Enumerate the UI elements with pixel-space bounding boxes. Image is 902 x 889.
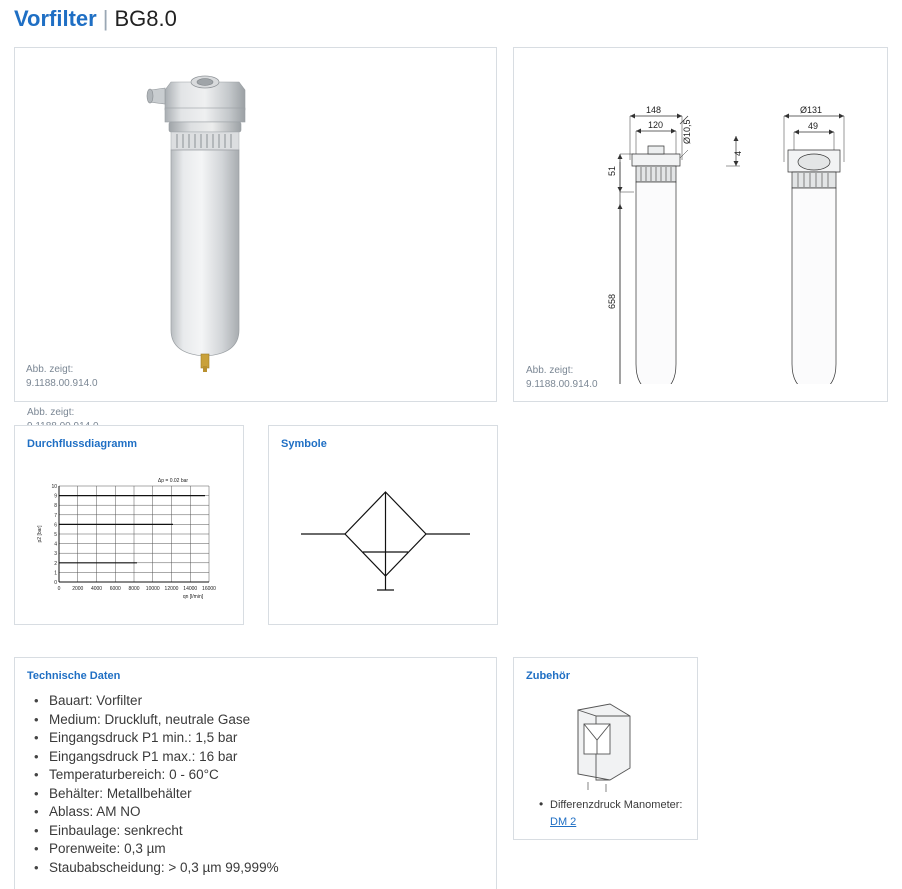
dims-caption-value: 9.1188.00.914.0: [526, 379, 598, 390]
dims-caption-label: Abb. zeigt:: [526, 365, 574, 376]
accessories-panel: [513, 657, 698, 840]
data-value: 16 bar: [199, 748, 238, 764]
svg-text:4000: 4000: [90, 586, 103, 592]
list-item: [47, 785, 279, 804]
page-title-separator: |: [102, 6, 109, 31]
svg-text:10000: 10000: [145, 586, 160, 592]
data-key: Eingangsdruck P1 max.:: [49, 748, 196, 764]
list-item: [47, 729, 279, 748]
technical-data-list: [29, 692, 279, 877]
svg-text:12000: 12000: [164, 586, 179, 592]
filter-symbol-icon: [293, 464, 478, 604]
page-title-main: Vorfilter: [14, 6, 97, 31]
page-title: [14, 6, 177, 32]
dim-label-120: 120: [648, 120, 664, 130]
dims-caption: [526, 364, 598, 392]
svg-text:16000: 16000: [202, 586, 216, 592]
data-key: Porenweite:: [49, 841, 121, 856]
svg-text:2: 2: [54, 560, 57, 567]
dim-label-4: 4: [733, 150, 743, 156]
svg-text:6000: 6000: [109, 586, 121, 592]
technical-data-title: Technische Daten: [27, 670, 121, 682]
data-value: 0,3 µm: [124, 841, 166, 856]
svg-text:8: 8: [54, 503, 57, 510]
chart-xlabel: qn [l/min]: [182, 594, 204, 600]
list-item: [47, 692, 279, 711]
dim-label-hole-dia: Ø10,5: [682, 119, 692, 144]
accessories-title: Zubehör: [526, 670, 570, 682]
chart-annotation: Δp = 0.02 bar: [157, 478, 189, 484]
svg-text:10: 10: [51, 484, 57, 490]
data-key: Ablass:: [49, 804, 94, 819]
chart-ylabel: p2 [bar]: [37, 525, 43, 543]
list-item: [47, 840, 279, 859]
svg-text:9: 9: [54, 493, 57, 500]
data-value: senkrecht: [124, 822, 183, 838]
list-item: [47, 766, 279, 785]
dimension-drawing-panel: [513, 47, 888, 402]
symbols-panel: [268, 425, 498, 625]
svg-text:4: 4: [54, 541, 57, 548]
dim-label-dia131: Ø131: [800, 105, 823, 115]
product-photo-image: [135, 58, 275, 378]
list-item: [47, 859, 279, 878]
svg-text:0: 0: [54, 580, 57, 586]
svg-text:7: 7: [54, 512, 57, 519]
accessories-list: [536, 798, 682, 830]
data-value: AM NO: [96, 804, 141, 819]
flow-diagram-title: Durchflussdiagramm: [27, 438, 138, 450]
dim-label-51: 51: [607, 165, 617, 176]
list-item: [47, 822, 279, 841]
technical-data-panel: [14, 657, 497, 889]
data-key: Behälter:: [49, 785, 104, 801]
data-key: Einbaulage:: [49, 822, 121, 838]
data-key: Eingangsdruck P1 min.:: [49, 730, 192, 745]
list-item: [47, 711, 279, 730]
list-item: [47, 803, 279, 822]
svg-text:1: 1: [54, 570, 57, 577]
list-item: [47, 748, 279, 767]
data-key: Staubabscheidung:: [49, 859, 165, 875]
photo-caption-outer-value: 9.1188.00.914.0: [26, 378, 98, 389]
product-photo-panel: [14, 47, 497, 418]
symbols-title: Symbole: [281, 438, 327, 450]
dimension-drawing: [522, 54, 882, 384]
data-key: Medium:: [49, 711, 101, 727]
svg-text:14000: 14000: [183, 586, 198, 592]
data-value: 0 - 60°C: [169, 767, 219, 782]
dim-label-49: 49: [808, 121, 819, 131]
photo-caption-outer: [26, 363, 98, 391]
data-key: Bauart:: [49, 693, 93, 708]
svg-text:3: 3: [54, 551, 57, 558]
accessory-label: Differenzdruck Manometer:: [550, 799, 683, 811]
data-value: Metallbehälter: [106, 785, 192, 801]
data-value: Vorfilter: [96, 693, 143, 708]
data-value: 1,5 bar: [195, 730, 238, 745]
dim-label-148: 148: [646, 105, 662, 115]
svg-text:8000: 8000: [128, 586, 140, 592]
svg-text:6: 6: [54, 522, 57, 529]
data-value: Druckluft, neutrale Gase: [104, 711, 251, 727]
photo-caption-outer-label: Abb. zeigt:: [26, 364, 74, 375]
svg-text:0: 0: [57, 586, 61, 592]
svg-text:5: 5: [54, 532, 57, 538]
flow-chart: [33, 474, 233, 614]
pressure-gauge-image: [548, 696, 658, 796]
data-value: > 0,3 µm 99,999%: [168, 859, 279, 875]
list-item: [550, 798, 682, 830]
accessory-link-dm2[interactable]: DM 2: [550, 816, 577, 828]
page-title-sub: BG8.0: [114, 6, 177, 31]
svg-text:2000: 2000: [72, 586, 84, 592]
dim-label-658: 658: [607, 293, 617, 309]
photo-caption-label: Abb. zeigt:: [27, 407, 75, 418]
data-key: Temperaturbereich:: [49, 767, 166, 782]
flow-diagram-panel: [14, 425, 244, 625]
